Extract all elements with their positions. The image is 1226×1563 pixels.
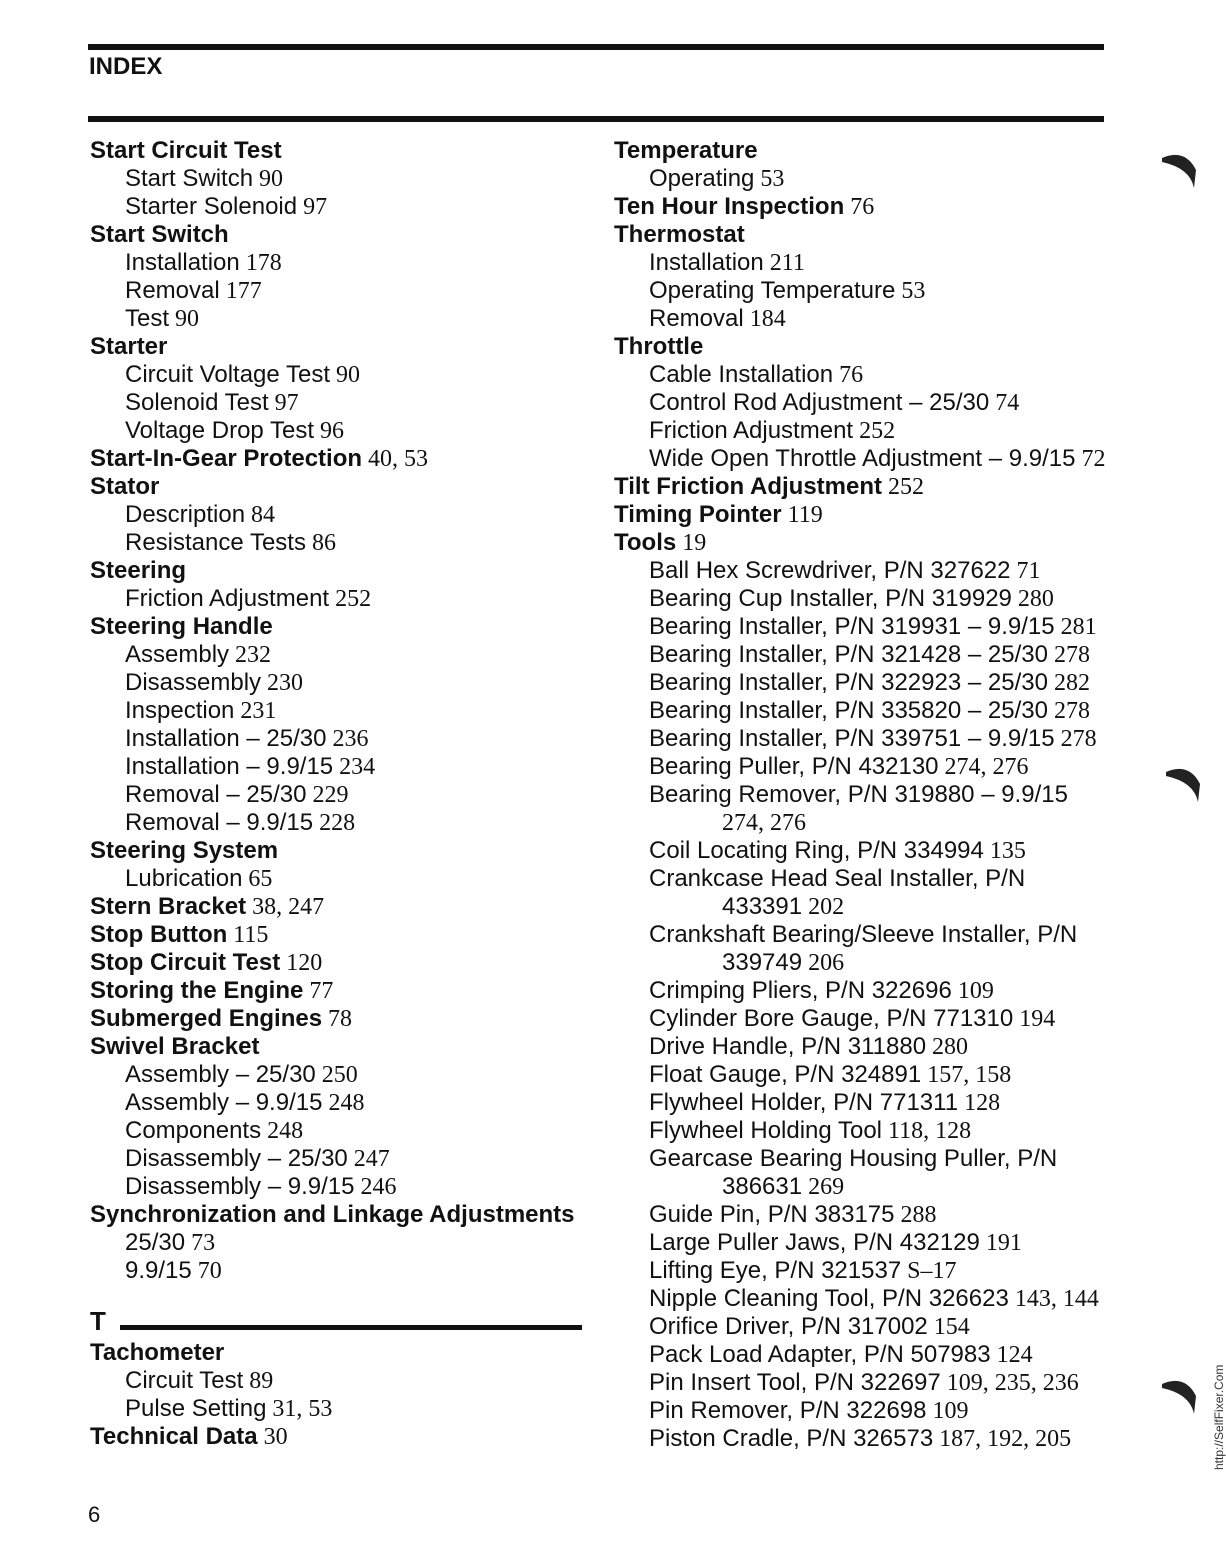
index-term: Operating (649, 165, 755, 192)
index-page-refs: S–17 (907, 1258, 957, 1284)
index-subentry (90, 585, 590, 613)
index-page-refs: 90 (336, 362, 360, 388)
index-term: Flywheel Holding Tool (649, 1117, 883, 1144)
index-term: Start Circuit Test (90, 137, 282, 164)
index-page-refs: 236 (332, 726, 369, 752)
index-page-refs: 38, 247 (252, 894, 325, 920)
index-term: Stern Bracket (90, 893, 247, 920)
index-subentry (614, 1005, 1114, 1033)
index-term: Swivel Bracket (90, 1033, 260, 1060)
index-term: Pack Load Adapter, P/N 507983 (649, 1341, 991, 1368)
index-term: 433391 (722, 893, 803, 920)
index-subentry (90, 277, 590, 305)
index-subentry (90, 697, 590, 725)
index-entry (90, 221, 590, 249)
index-term: Friction Adjustment (649, 417, 854, 444)
index-term: Float Gauge, P/N 324891 (649, 1061, 922, 1088)
index-page-refs: 228 (319, 810, 356, 836)
index-page-refs: 202 (808, 894, 845, 920)
index-term: Technical Data (90, 1423, 258, 1450)
index-page-refs: 115 (233, 922, 269, 948)
index-subentry (614, 249, 1114, 277)
index-term: Steering Handle (90, 613, 273, 640)
index-term: Temperature (614, 137, 758, 164)
index-page-refs: 281 (1060, 614, 1097, 640)
index-subentry (614, 1173, 1114, 1201)
index-subentry (614, 361, 1114, 389)
index-subentry (90, 781, 590, 809)
index-subentry (614, 165, 1114, 193)
index-page-refs: 248 (267, 1118, 304, 1144)
punch-hole-mark-middle (1164, 762, 1204, 802)
index-subentry (614, 809, 1114, 837)
index-term: Friction Adjustment (125, 585, 330, 612)
index-entry (90, 1423, 590, 1451)
index-subentry (90, 1145, 590, 1173)
index-term: Circuit Voltage Test (125, 361, 330, 388)
index-page-refs: 86 (311, 530, 336, 556)
index-entry (90, 333, 590, 361)
index-term: Components (125, 1117, 262, 1144)
index-term: Bearing Installer, P/N 319931 – 9.9/15 (649, 613, 1055, 640)
index-section-t (90, 1339, 590, 1451)
index-subentry (90, 809, 590, 837)
index-term: Piston Cradle, P/N 326573 (649, 1425, 934, 1452)
index-page-refs: 288 (900, 1202, 937, 1228)
index-page-refs: 97 (274, 390, 299, 416)
index-subentry (614, 865, 1114, 893)
index-page-refs: 278 (1060, 726, 1097, 752)
index-subentry (614, 837, 1114, 865)
index-entry (90, 1339, 590, 1367)
index-subentry (614, 1285, 1114, 1313)
index-subentry (90, 501, 590, 529)
index-subentry (90, 1367, 590, 1395)
index-term: Bearing Remover, P/N 319880 – 9.9/15 (649, 781, 1068, 808)
index-page-refs: 252 (859, 418, 896, 444)
index-subentry (614, 1425, 1114, 1453)
index-page-refs: 280 (932, 1034, 969, 1060)
index-subentry (614, 389, 1114, 417)
index-page-refs: 31, 53 (272, 1396, 333, 1422)
index-page-refs: 118, 128 (888, 1118, 972, 1144)
index-entry (614, 473, 1114, 501)
index-entry (614, 137, 1114, 165)
index-subentry (90, 725, 590, 753)
index-page-refs: 230 (267, 670, 304, 696)
index-page-refs: 19 (682, 530, 707, 556)
index-subentry (90, 305, 590, 333)
index-term: Disassembly (125, 669, 262, 696)
index-page-refs: 76 (850, 194, 875, 220)
index-term: Stop Button (90, 921, 228, 948)
index-subentry (90, 669, 590, 697)
index-term: Description (125, 501, 246, 528)
index-term: Bearing Cup Installer, P/N 319929 (649, 585, 1012, 612)
index-page-refs: 187, 192, 205 (939, 1426, 1072, 1452)
index-subentry (90, 1089, 590, 1117)
index-term: Ten Hour Inspection (614, 193, 845, 220)
index-entry (90, 949, 590, 977)
index-subentry (90, 193, 590, 221)
index-page-refs: 53 (760, 166, 785, 192)
index-subentry (614, 893, 1114, 921)
index-subentry (90, 1173, 590, 1201)
index-term: Tools (614, 529, 677, 556)
index-term: Orifice Driver, P/N 317002 (649, 1313, 928, 1340)
index-term: Installation (649, 249, 764, 276)
index-page-refs: 157, 158 (927, 1062, 1012, 1088)
section-t-rule (120, 1325, 582, 1330)
index-page-refs: 278 (1053, 642, 1090, 668)
index-page-refs: 247 (353, 1146, 390, 1172)
index-subentry (614, 1341, 1114, 1369)
index-subentry (614, 725, 1114, 753)
index-entry (90, 893, 590, 921)
index-subentry (614, 977, 1114, 1005)
index-page-refs: 194 (1019, 1006, 1056, 1032)
index-subentry (614, 669, 1114, 697)
index-term: Solenoid Test (125, 389, 269, 416)
index-page-refs: 72 (1081, 446, 1106, 472)
index-term: Start Switch (90, 221, 229, 248)
index-term: Crankcase Head Seal Installer, P/N (649, 865, 1026, 892)
index-term: Synchronization and Linkage Adjustments (90, 1201, 575, 1228)
index-page-refs: 30 (263, 1424, 288, 1450)
index-term: Guide Pin, P/N 383175 (649, 1201, 895, 1228)
index-page-refs: 232 (235, 642, 272, 668)
page-title: INDEX (89, 53, 163, 80)
index-term: Assembly (125, 641, 230, 668)
index-subentry (90, 1061, 590, 1089)
index-page-refs: 96 (320, 418, 345, 444)
index-term: Installation – 25/30 (125, 725, 327, 752)
index-entry (614, 333, 1114, 361)
index-term: Inspection (125, 697, 235, 724)
index-subentry (90, 249, 590, 277)
index-term: Stator (90, 473, 160, 500)
index-page-refs: 178 (245, 250, 282, 276)
index-page-refs: 74 (995, 390, 1020, 416)
index-term: Throttle (614, 333, 704, 360)
section-letter: T (90, 1306, 106, 1336)
index-term: 9.9/15 (125, 1257, 192, 1284)
index-page-refs: 280 (1017, 586, 1054, 612)
index-term: Stop Circuit Test (90, 949, 281, 976)
index-term: Assembly – 25/30 (125, 1061, 316, 1088)
index-page-refs: 84 (251, 502, 276, 528)
index-subentry (90, 165, 590, 193)
index-term: Removal (125, 277, 220, 304)
index-term: Lifting Eye, P/N 321537 (649, 1257, 902, 1284)
index-term: Disassembly – 25/30 (125, 1145, 348, 1172)
index-term: Cable Installation (649, 361, 834, 388)
index-page-refs: 246 (360, 1174, 397, 1200)
index-term: Start Switch (125, 165, 254, 192)
index-entry (90, 1201, 590, 1229)
index-subentry (614, 1369, 1114, 1397)
index-subentry (614, 1089, 1114, 1117)
index-page-refs: 70 (197, 1258, 222, 1284)
index-term: Control Rod Adjustment – 25/30 (649, 389, 990, 416)
index-term: Crankshaft Bearing/Sleeve Installer, P/N (649, 921, 1078, 948)
index-term: Pulse Setting (125, 1395, 267, 1422)
index-term: Bearing Puller, P/N 432130 (649, 753, 939, 780)
index-entry (90, 557, 590, 585)
index-term: Installation (125, 249, 240, 276)
header-top-rule (88, 44, 1104, 50)
index-subentry (614, 1397, 1114, 1425)
index-subentry (614, 305, 1114, 333)
index-page-refs: 119 (787, 502, 823, 528)
index-entry (90, 921, 590, 949)
index-term: Pin Remover, P/N 322698 (649, 1397, 927, 1424)
index-term: Resistance Tests (125, 529, 306, 556)
index-term: 386631 (722, 1173, 803, 1200)
index-page-refs: 135 (989, 838, 1026, 864)
index-page-refs: 109 (957, 978, 994, 1004)
index-entry (90, 1033, 590, 1061)
index-term: Drive Handle, P/N 311880 (649, 1033, 927, 1060)
index-term: Coil Locating Ring, P/N 334994 (649, 837, 984, 864)
index-term: Steering (90, 557, 187, 584)
index-term: Removal (649, 305, 744, 332)
index-entry (90, 1005, 590, 1033)
index-entry (614, 501, 1114, 529)
index-term: Ball Hex Screwdriver, P/N 327622 (649, 557, 1011, 584)
index-entry (90, 613, 590, 641)
index-term: Cylinder Bore Gauge, P/N 771310 (649, 1005, 1014, 1032)
index-subentry (90, 389, 590, 417)
index-term: Assembly – 9.9/15 (125, 1089, 323, 1116)
index-term: Crimping Pliers, P/N 322696 (649, 977, 952, 1004)
index-subentry (614, 557, 1114, 585)
index-page-refs: 53 (901, 278, 926, 304)
index-subentry (90, 753, 590, 781)
index-subentry (90, 641, 590, 669)
index-page-refs: 143, 144 (1014, 1286, 1099, 1312)
index-term: Bearing Installer, P/N 322923 – 25/30 (649, 669, 1048, 696)
index-page-refs: 76 (839, 362, 864, 388)
index-entry (614, 193, 1114, 221)
index-page-refs: 120 (286, 950, 323, 976)
index-term: Steering System (90, 837, 279, 864)
index-term: Starter Solenoid (125, 193, 298, 220)
index-subentry (90, 417, 590, 445)
index-page-refs: 90 (175, 306, 200, 332)
index-page-refs: 40, 53 (368, 446, 429, 472)
watermark-text: http://SelfFixer.Com (1212, 1364, 1226, 1470)
index-page-refs: 90 (259, 166, 284, 192)
index-entry (614, 221, 1114, 249)
index-term: Nipple Cleaning Tool, P/N 326623 (649, 1285, 1009, 1312)
index-term: Thermostat (614, 221, 745, 248)
index-term: Removal – 25/30 (125, 781, 307, 808)
index-page-refs: 97 (303, 194, 328, 220)
index-subentry (614, 949, 1114, 977)
index-page-refs: 109, 235, 236 (946, 1370, 1079, 1396)
index-page-refs: 231 (240, 698, 277, 724)
index-term: Bearing Installer, P/N 321428 – 25/30 (649, 641, 1048, 668)
punch-hole-mark-bottom (1160, 1374, 1200, 1414)
index-term: Tilt Friction Adjustment (614, 473, 882, 500)
index-subentry (614, 641, 1114, 669)
index-page-refs: 184 (749, 306, 786, 332)
index-page-refs: 128 (964, 1090, 1001, 1116)
index-subentry (614, 781, 1114, 809)
index-column-right (614, 137, 1114, 1453)
index-subentry (90, 1229, 590, 1257)
index-page-refs: 73 (191, 1230, 216, 1256)
index-page-refs: 65 (248, 866, 273, 892)
index-term: Removal – 9.9/15 (125, 809, 314, 836)
index-subentry (614, 585, 1114, 613)
index-subentry (90, 1117, 590, 1145)
index-term: Test (125, 305, 170, 332)
index-subentry (614, 277, 1114, 305)
index-page-refs: 229 (312, 782, 349, 808)
index-page-refs: 191 (985, 1230, 1022, 1256)
index-page-refs: 77 (309, 978, 334, 1004)
index-term: 339749 (722, 949, 803, 976)
index-subentry (90, 1395, 590, 1423)
index-term: Tachometer (90, 1339, 225, 1366)
index-term: Bearing Installer, P/N 335820 – 25/30 (649, 697, 1048, 724)
index-page-refs: 71 (1016, 558, 1041, 584)
index-page-refs: 154 (933, 1314, 970, 1340)
index-term: Pin Insert Tool, P/N 322697 (649, 1369, 941, 1396)
index-subentry (614, 697, 1114, 725)
index-entry (90, 473, 590, 501)
index-subentry (614, 445, 1114, 473)
punch-hole-mark-top (1160, 148, 1200, 188)
index-term: Bearing Installer, P/N 339751 – 9.9/15 (649, 725, 1055, 752)
index-entry (90, 445, 590, 473)
index-subentry (614, 1313, 1114, 1341)
index-term: Operating Temperature (649, 277, 896, 304)
index-entry (90, 977, 590, 1005)
index-subentry (614, 1201, 1114, 1229)
index-subentry (614, 1033, 1114, 1061)
index-page-refs: 274, 276 (944, 754, 1029, 780)
index-term: Disassembly – 9.9/15 (125, 1173, 355, 1200)
index-term: Storing the Engine (90, 977, 304, 1004)
index-subentry (614, 613, 1114, 641)
index-subentry (614, 417, 1114, 445)
index-entry (90, 137, 590, 165)
index-term: 25/30 (125, 1229, 186, 1256)
index-entry (614, 529, 1114, 557)
index-page-refs: 109 (932, 1398, 969, 1424)
index-page-refs: 274, 276 (722, 810, 806, 836)
index-subentry (614, 1145, 1114, 1173)
index-page-refs: 206 (808, 950, 845, 976)
index-subentry (90, 865, 590, 893)
index-page-refs: 78 (328, 1006, 353, 1032)
index-subentry (614, 1257, 1114, 1285)
index-term: Installation – 9.9/15 (125, 753, 334, 780)
header-bottom-rule (88, 116, 1104, 122)
index-column-left (90, 137, 590, 1285)
index-page-refs: 282 (1053, 670, 1090, 696)
index-page-refs: 269 (808, 1174, 845, 1200)
index-subentry (614, 921, 1114, 949)
index-term: Submerged Engines (90, 1005, 323, 1032)
index-page-refs: 248 (328, 1090, 365, 1116)
index-term: Wide Open Throttle Adjustment – 9.9/15 (649, 445, 1076, 472)
index-term: Timing Pointer (614, 501, 782, 528)
index-subentry (90, 361, 590, 389)
index-term: Circuit Test (125, 1367, 244, 1394)
index-term: Gearcase Bearing Housing Puller, P/N (649, 1145, 1058, 1172)
index-subentry (90, 529, 590, 557)
index-term: Flywheel Holder, P/N 771311 (649, 1089, 959, 1116)
index-page-refs: 252 (888, 474, 924, 500)
index-subentry (614, 1229, 1114, 1257)
page-number: 6 (88, 1502, 101, 1527)
index-page-refs: 234 (339, 754, 376, 780)
index-page-refs: 252 (335, 586, 372, 612)
index-page-refs: 211 (769, 250, 805, 276)
index-subentry (614, 753, 1114, 781)
index-term: Voltage Drop Test (125, 417, 315, 444)
index-term: Large Puller Jaws, P/N 432129 (649, 1229, 980, 1256)
index-page-refs: 278 (1053, 698, 1090, 724)
index-entry (90, 837, 590, 865)
index-term: Start-In-Gear Protection (90, 445, 363, 472)
index-term: Starter (90, 333, 168, 360)
index-subentry (90, 1257, 590, 1285)
index-term: Lubrication (125, 865, 243, 892)
index-page-refs: 124 (996, 1342, 1033, 1368)
index-page-refs: 250 (321, 1062, 358, 1088)
index-subentry (614, 1117, 1114, 1145)
index-page-refs: 177 (225, 278, 262, 304)
index-page-refs: 89 (249, 1368, 274, 1394)
index-subentry (614, 1061, 1114, 1089)
